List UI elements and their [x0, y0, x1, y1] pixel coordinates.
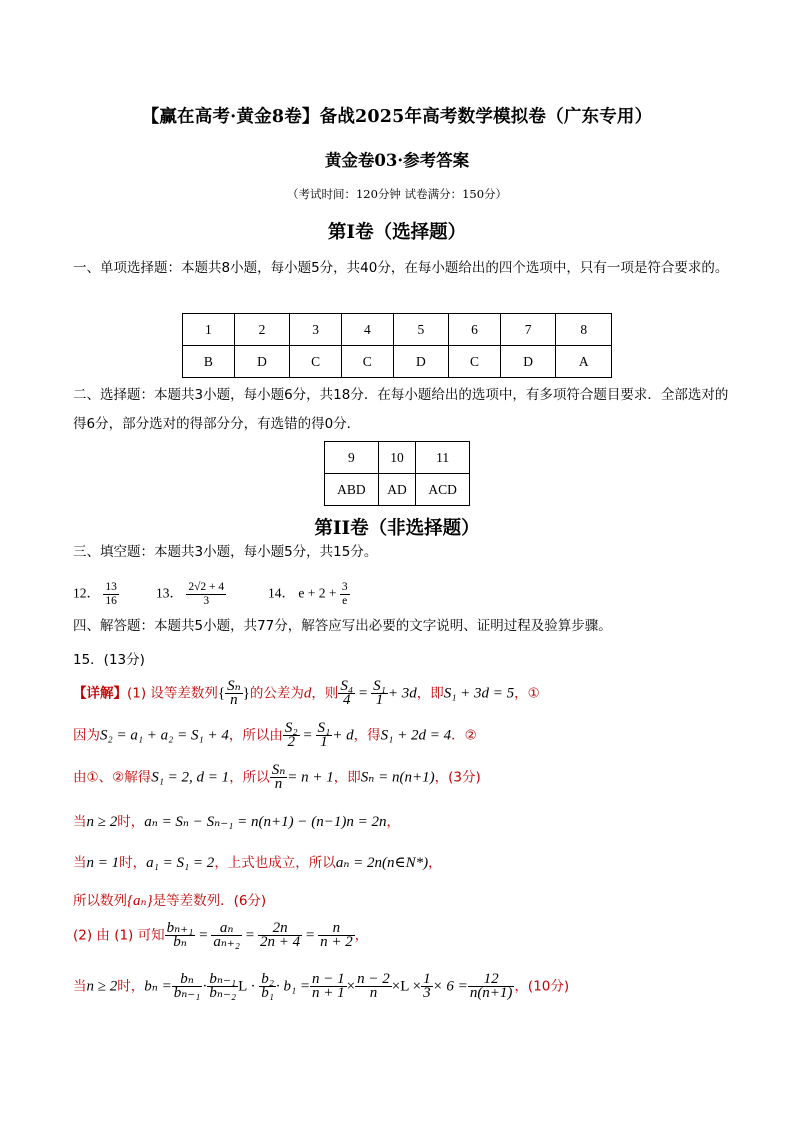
answer-cell: A [556, 346, 612, 378]
solution-line-4: 当n ≥ 2时，aₙ = Sₙ − Sₙ₋₁ = n(n+1) − (n−1)n = 2n， [73, 814, 400, 830]
table-row [183, 314, 612, 346]
answer-cell: D [393, 346, 449, 378]
question-number: 2 [234, 314, 290, 346]
detail-tag: 【详解】 [73, 685, 127, 702]
solution-line-3: 由①、②解得S₁ = 2, d = 1，所以 $\frac{\text{Sₙ}}{n}$ = n + 1，即Sₙ = n(n+1)，(3分) [73, 762, 481, 792]
question-number: 7 [500, 314, 556, 346]
solution-line-2: 因为S₂ = a₁ + a₂ = S₁ + 4，所以由 $\frac{\text{S₂}}{2}$ = $\frac{\text{S₁}}{1}$ + d，得S₁ + 2d = 4．② [73, 720, 477, 750]
answer-13: 13． $\frac{2√2 + 4}{3}$ [156, 581, 225, 607]
question-number: 11 [416, 442, 470, 474]
question-number: 10 [378, 442, 415, 474]
answer-cell: C [449, 346, 501, 378]
question-number: 8 [556, 314, 612, 346]
answer-12: 12． $\frac{13}{16}$ [73, 581, 117, 607]
answer-cell: D [500, 346, 556, 378]
answer-14: 14． e + 2 + $\frac{3}{e}$ [268, 581, 348, 607]
part4-instructions: 四、解答题：本题共5小题，共77分，解答应写出必要的文字说明、证明过程及验算步骤。 [73, 618, 612, 634]
part2-instructions: 二、选择题：本题共3小题，每小题6分，共18分．在每小题给出的选项中，有多项符合题目要求．全部选对的得6分，部分选对的得部分分，有选错的得0分． [73, 387, 729, 432]
answer-cell: B [183, 346, 235, 378]
solution-line-7: (2) 由 (1) 可知 $\frac{\text{bₙ₊₁}}{\text{bₙ}}$ = $\frac{\text{aₙ}}{\text{aₙ₊₂}}$ = $\frac{2n}{2n + 4}$ = $\frac{n}{n + 2}$ ， [73, 920, 369, 950]
page-title: 【赢在高考·黄金8卷】备战2025年高考数学模拟卷（广东专用） [141, 107, 653, 127]
answer-cell: C [290, 346, 342, 378]
part3-instructions: 三、填空题：本题共3小题，每小题5分，共15分。 [73, 544, 378, 560]
answer-cell: ACD [416, 474, 470, 506]
question-number: 3 [290, 314, 342, 346]
question-number: 1 [183, 314, 235, 346]
question-number: 6 [449, 314, 501, 346]
table-row [325, 442, 470, 474]
question-15-label: 15．(13分) [73, 652, 145, 668]
answer-cell: C [341, 346, 393, 378]
table-row [183, 346, 612, 378]
multi-choice-answer-table [324, 441, 470, 506]
solution-line-5: 当n = 1时，a₁ = S₁ = 2，上式也成立，所以aₙ = 2n(n∈N*)， [73, 855, 442, 871]
solution-line-6: 所以数列{aₙ}是等差数列．(6分) [73, 893, 267, 909]
answer-cell: AD [378, 474, 415, 506]
exam-time-info: （考试时间：120分钟 试卷满分：150分） [286, 187, 508, 201]
part1-instructions: 一、单项选择题：本题共8小题，每小题5分，共40分，在每小题给出的四个选项中，只有一项是符合要求的。 [73, 260, 729, 276]
single-choice-answer-table [182, 313, 612, 378]
question-number: 5 [393, 314, 449, 346]
solution-line-8: 当n ≥ 2时，bₙ = $\frac{\text{bₙ}}{\text{bₙ₋₁}}$ · $\frac{\text{bₙ₋₁}}{\text{bₙ₋₂}}$ L · $\frac{\text{b₂}}{\text{b₁}}$ · b₁ = $\frac{n - 1}{n + 1}$ × $\frac{n - 2}{n}$ ×L × $\frac{1}{3}$ × 6 = $\frac{12}{n(n+1)}$ ，(10分) [73, 971, 570, 1001]
page-subtitle: 黄金卷03·参考答案 [324, 151, 470, 170]
question-number: 9 [325, 442, 379, 474]
answer-cell: D [234, 346, 290, 378]
section-2-title: 第II卷（非选择题） [314, 518, 480, 539]
question-number: 4 [341, 314, 393, 346]
section-1-title: 第I卷（选择题） [327, 222, 467, 243]
answer-cell: ABD [325, 474, 379, 506]
solution-line-1: 【详解】(1) 设等差数列{ $\frac{\text{Sₙ}}{n}$ }的公差为d，则 $\frac{\text{S₄}}{4}$ = $\frac{\text{S₁}}{1}$ + 3d，即S₁ + 3d = 5，① [73, 678, 540, 708]
table-row [325, 474, 470, 506]
